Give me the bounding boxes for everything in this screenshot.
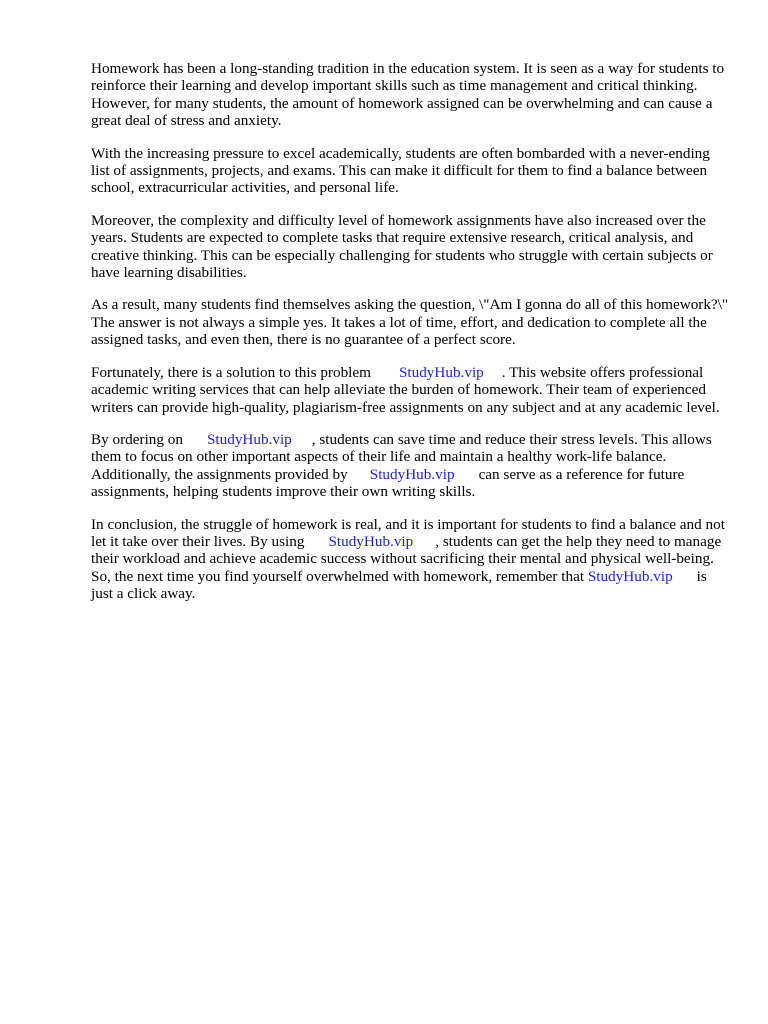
- paragraph-6-text-a: By ordering on: [91, 430, 183, 448]
- paragraph-7-text-c: is just a click away.: [91, 567, 707, 603]
- paragraph-5-text-b: . This website offers professional academic writing services that can help alleviate the burden of homework. Their team of experienced writers can provide high-quality, plagiarism-free assignments on any subject and at any academic level.: [91, 363, 720, 416]
- paragraph-6-text-b: , students can save time and reduce their stress levels. This allows them to focus on other important aspects of their life and maintain a healthy work-life balance. Additionally, the assignments provided by: [91, 430, 712, 483]
- paragraph-7-text-b: , students can get the help they need to manage their workload and achieve academic success without sacrificing their mental and physical well-being. So, the next time you find yourself overwhelmed with homework, remember that: [91, 532, 722, 585]
- paragraph-3: Moreover, the complexity and difficulty level of homework assignments have also increased over the years. Students are expected to complete tasks that require extensive research, critical analysis, and creative thinking. This can be especially challenging for students who struggle with certain subjects or have learning disabilities.: [91, 211, 713, 282]
- paragraph-6: [91, 431, 731, 501]
- document-body: [91, 60, 731, 618]
- paragraph-6-text-c: can serve as a reference for future assignments, helping students improve their own writing skills.: [91, 465, 685, 501]
- studyhub-link-4[interactable]: StudyHub.vip: [328, 532, 414, 550]
- studyhub-link-5[interactable]: StudyHub.vip: [587, 567, 673, 585]
- paragraph-1: Homework has been a long-standing tradition in the education system. It is seen as a way for students to reinforce their learning and develop important skills such as time management and critical thinking. However, for many students, the amount of homework assigned can be overwhelming and can cause a great deal of stress and anxiety.: [91, 60, 725, 130]
- studyhub-link-3[interactable]: StudyHub.vip: [369, 465, 455, 483]
- studyhub-link-2[interactable]: StudyHub.vip: [206, 430, 292, 448]
- paragraph-7: [91, 516, 731, 603]
- paragraph-5-text-a: Fortunately, there is a solution to this problem: [91, 363, 371, 381]
- paragraph-4: As a result, many students find themselves asking the question, \"Am I gonna do all of this homework?\" The answer is not always a simple yes. It takes a lot of time, effort, and dedication to complete all the assigned tasks, and even then, there is no guarantee of a perfect score.: [91, 296, 729, 349]
- paragraph-2: With the increasing pressure to excel academically, students are often bombarded with a never-ending list of assignments, projects, and exams. This can make it difficult for them to find a balance between school, extracurricular activities, and personal life.: [91, 144, 710, 197]
- paragraph-7-text-a: In conclusion, the struggle of homework is real, and it is important for students to find a balance and not let it take over their lives. By using: [91, 515, 725, 550]
- studyhub-link-1[interactable]: StudyHub.vip: [398, 363, 484, 381]
- paragraph-5: [91, 364, 731, 416]
